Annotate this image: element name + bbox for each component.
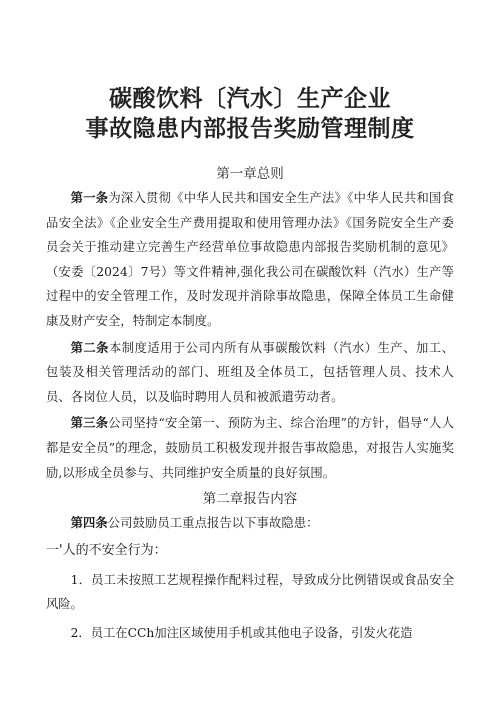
article-4: [46, 511, 454, 536]
article-1-text: 为深入贯彻《中华人民共和国安全生产法》《中华人民共和国食品安全法》《企业安全生产费用提取和使用管理办法》《国务院安全生产委员会关于推动建立完善生产经营单位事故隐患内部报告奖励机制的意见》（安委〔2024〕7号）等文件精神,强化我公司在碳酸饮料（汽水）生产等过程中的安全管理工作，及时发现并消除事故隐患，保障全体员工生命健康及财产安全，特制定本制度。: [46, 191, 454, 328]
chapter-1-heading: 第一章总则: [216, 166, 284, 182]
subsection-heading: 一'人的不安全行为：: [46, 542, 167, 558]
list-item-1: 1．员工未按照工艺规程操作配料过程，导致成分比例错误或食品安全风险。: [46, 572, 454, 612]
article-2-label: 第二条: [70, 340, 109, 355]
document-title-line2: 事故隐患内部报告奖励管理制度: [85, 116, 415, 142]
article-1: [46, 186, 454, 334]
list-item-2: 2．员工在CCh加注区域使用手机或其他电子设备，引发火花造: [70, 625, 413, 640]
article-4-label: 第四条: [70, 516, 108, 531]
article-1-label: 第一条: [70, 191, 109, 205]
chapter-2-heading: 第二章报告内容: [202, 491, 298, 508]
article-3-label: 第三条: [70, 416, 109, 431]
document-title-line1: 碳酸饮料〔汽水〕生产企业: [109, 86, 391, 112]
article-2-text: 本制度适用于公司内所有从事碳酸饮料（汽水）生产、加工、包装及相关管理活动的部门、班组及全体员工，包括管理人员、技术人员、各岗位人员，以及临时聘用人员和被派遣劳动者。: [46, 340, 454, 404]
article-3: [46, 411, 454, 485]
article-2: [46, 336, 454, 410]
article-3-text: 公司坚持“安全第一、预防为主、综合治理”的方针，倡导“人人都是安全员”的理念，鼓励员工积极发现并报告事故隐患，对报告人实施奖励,以形成全员参与、共同维护安全质量的良好氛围。: [46, 416, 454, 480]
article-4-text: 公司鼓励员工重点报告以下事故隐患：: [107, 516, 319, 531]
